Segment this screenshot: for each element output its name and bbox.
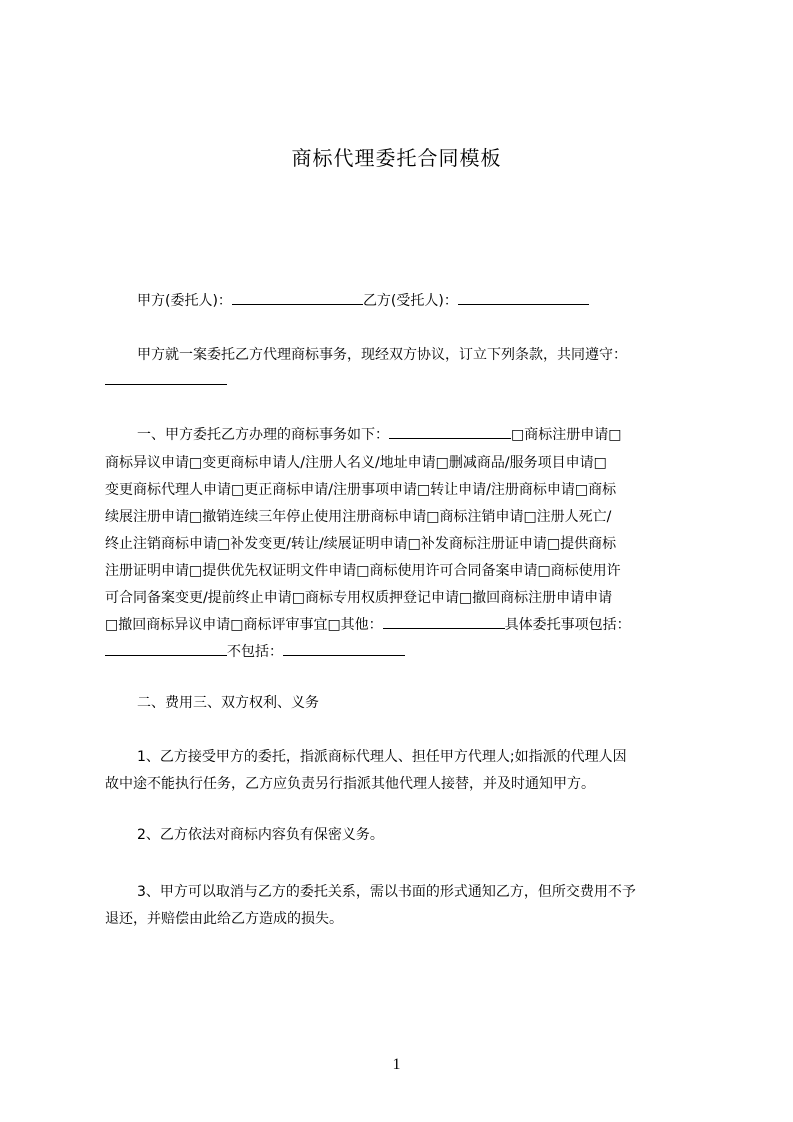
- section1-blank-1: [389, 426, 511, 439]
- clause2-text: 2、乙方依法对商标内容负有保密义务。: [137, 827, 384, 843]
- section1-blank-include: [105, 643, 227, 656]
- section1-line8-end: 具体委托事项包括：: [504, 617, 631, 633]
- section1-line-6: 注册证明申请□提供优先权证明文件申请□商标使用许可合同备案申请□商标使用许: [105, 563, 621, 579]
- clause1-line-2: 故中途不能执行任务，乙方应负责另行指派其他代理人接替，并及时通知甲方。: [105, 776, 595, 792]
- section1-line-3: 变更商标代理人申请□更正商标申请/注册事项申请□转让申请/注册商标申请□商标: [105, 482, 617, 498]
- intro-blank: [105, 372, 227, 385]
- clause3-line-1: 3、甲方可以取消与乙方的委托关系，需以书面的形式通知乙方，但所交费用不予: [137, 884, 636, 900]
- section1-line-7: 可合同备案变更/提前终止申请□商标专用权质押登记申请□撤回商标注册申请申请: [105, 590, 613, 606]
- section1-lead: 一、甲方委托乙方办理的商标事务如下：: [137, 427, 389, 443]
- section1-line-8: [105, 616, 631, 634]
- section1-line-2: 商标异议申请□变更商标申请人/注册人名义/地址申请□删减商品/服务项目申请□: [105, 455, 607, 471]
- document-title: 商标代理委托合同模板: [291, 146, 502, 170]
- party-a-label: 甲方(委托人)：: [137, 293, 232, 309]
- clause1-line-1: 1、乙方接受甲方的委托，指派商标代理人、担任甲方代理人;如指派的代理人因: [137, 749, 627, 765]
- party-b-label: 乙方(受托人)：: [362, 293, 458, 309]
- clause3-line-2: 退还，并赔偿由此给乙方造成的损失。: [105, 911, 343, 927]
- section2-heading: 二、费用三、双方权利、义务: [137, 695, 319, 711]
- section1-line9-mid: 不包括：: [227, 644, 283, 660]
- section1-line-1: [137, 426, 621, 444]
- page-number: 1: [392, 1056, 401, 1073]
- intro-text: 甲方就一案委托乙方代理商标事务，现经双方协议，订立下列条款，共同遵守：: [137, 347, 627, 363]
- party-a-blank: [232, 292, 363, 305]
- section1-blank-other: [383, 616, 505, 629]
- intro-blank-line: [105, 372, 227, 390]
- section1-line8-start: □撤回商标异议申请□商标评审事宜□其他：: [105, 617, 383, 633]
- section1-line1-end: □商标注册申请□: [511, 427, 622, 443]
- section1-line-9: [105, 643, 405, 661]
- party-b-blank: [458, 292, 589, 305]
- section1-line-4: 续展注册申请□撤销连续三年停止使用注册商标申请□商标注销申请□注册人死亡/: [105, 509, 612, 525]
- section1-line-5: 终止注销商标申请□补发变更/转让/续展证明申请□补发商标注册证申请□提供商标: [105, 536, 617, 552]
- parties-line: [137, 292, 589, 310]
- section1-blank-exclude: [283, 643, 405, 656]
